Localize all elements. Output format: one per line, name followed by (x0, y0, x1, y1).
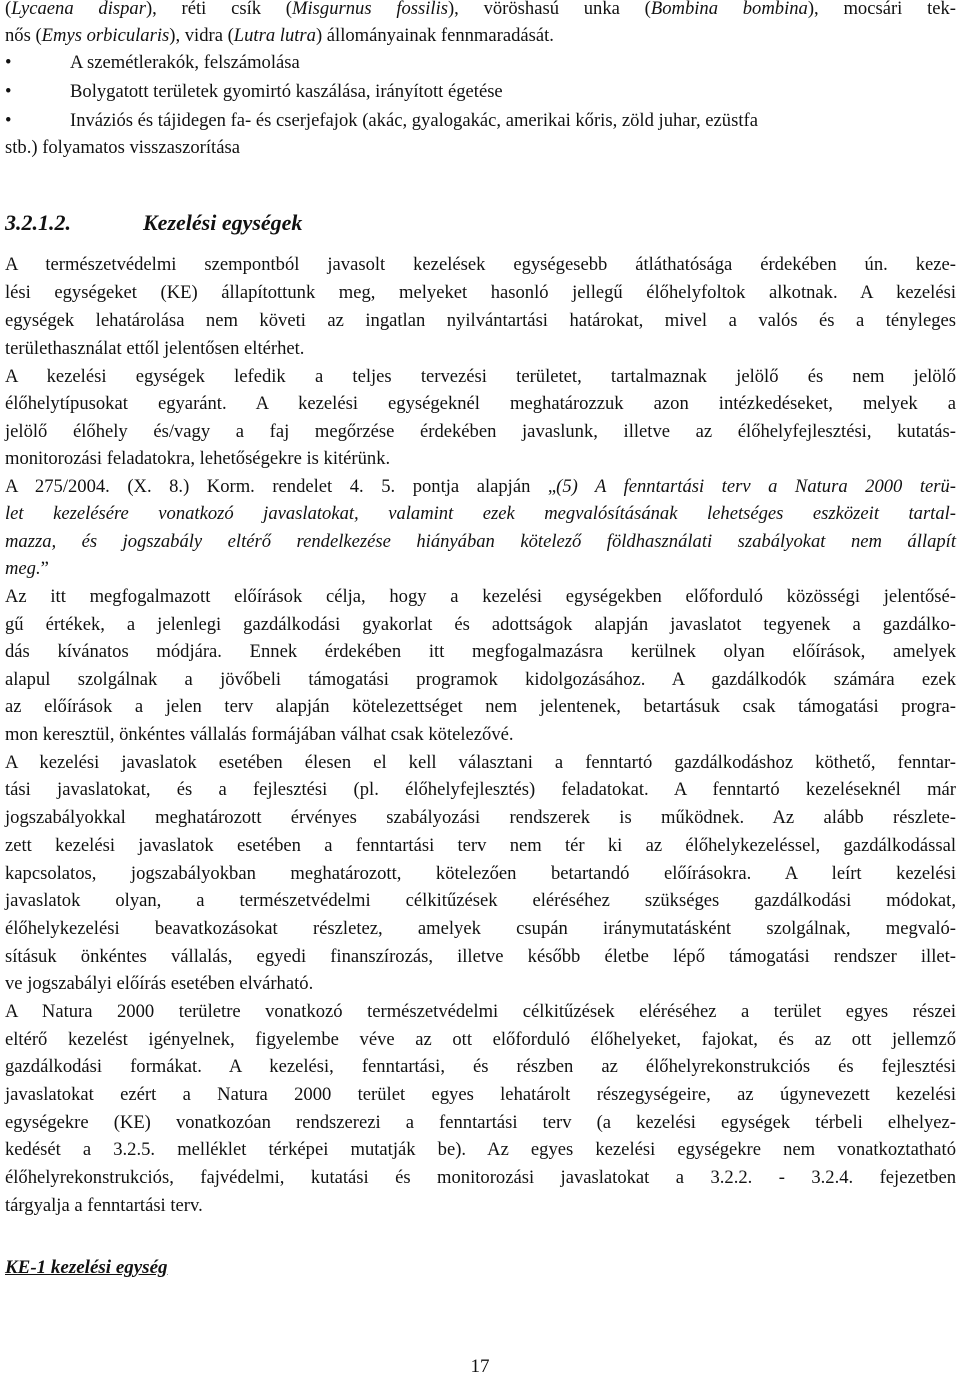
section-heading (5, 208, 302, 238)
bullet-text: Inváziós és tájidegen fa- és cserjefajok (akác, gyalogakác, amerikai kőris, zöld juhar, ezüstfa (70, 110, 758, 131)
body-line: kedését a 3.2.5. melléklet térképei mutatják be). Az egyes kezelési egységekre nem vonatkoztatható (5, 1139, 956, 1160)
body-line: élőhelyrekonstrukciós, fajvédelmi, kutatási és monitorozási javaslatokat a 3.2.2. - 3.2.4. fejezetben (5, 1167, 956, 1188)
body-line: monitorozási feladatokra, lehetőségekre is kitérünk. (5, 448, 391, 469)
body-line: zett kezelési javaslatok esetében a fenntartási terv nem tér ki az élőhelykezeléssel, gazdálkodással (5, 835, 956, 856)
body-line: egységekre (KE) vonatkozóan rendszerezi a fenntartási terv (a kezelési egységek térbeli elhelyez- (5, 1112, 956, 1133)
body-line: kapcsolatos, jogszabályokban meghatározott, kötelezően betartandó előírásokra. A leírt kezelési (5, 863, 956, 884)
body-line: tárgyalja a fenntartási terv. (5, 1195, 203, 1216)
bullet-icon: • (5, 110, 12, 131)
body-line: javaslatok olyan, a természetvédelmi célkitűzések eléréséhez szükséges gazdálkodási módokat, (5, 890, 956, 911)
page-number: 17 (470, 1356, 490, 1377)
bullet-text: Bolygatott területek gyomirtó kaszálása, irányított égetése (70, 81, 503, 102)
body-line: sításuk önkéntes vállalás, egyedi finanszírozás, illetve később életbe lépő támogatási rendszer illet- (5, 946, 956, 967)
body-line: egységek lehatárolása nem követi az ingatlan nyilvántartási határokat, mivel a valós és a tényleges (5, 310, 956, 331)
body-line: élőhelykezelési beavatkozásokat részletez, amelyek csupán iránymutatásként szolgálnak, megvaló- (5, 918, 956, 939)
body-line: tási javaslatokat, és a fejlesztési (pl. élőhelyfejlesztés) feladatokat. A fenntartó kezeléseknél már (5, 779, 956, 800)
body-line: A kezelési egységek lefedik a teljes tervezési területet, tartalmaznak jelölő és nem jelölő (5, 366, 956, 387)
body-line: javaslatokat ezért a Natura 2000 terület egyes lehatárolt részegységeire, az úgynevezett kezelési (5, 1084, 956, 1105)
body-line: let kezelésére vonatkozó javaslatokat, valamint ezek megvalósításának lehetséges eszközeit tartal- (5, 503, 956, 524)
bullet-text: A szemétlerakók, felszámolása (70, 52, 300, 73)
subheading: KE-1 kezelési egység (5, 1257, 168, 1278)
section-title: Kezelési egységek (143, 210, 303, 235)
body-line: lési egységeket (KE) állapítottunk meg, melyeket hasonló jellegű élőhelyfoltok alkotnak. A kezelési (5, 282, 956, 303)
body-line: élőhelytípusokat egyaránt. A kezelési egységeknél meghatározzuk azon intézkedéseket, melyek a (5, 393, 956, 414)
bullet-continuation: stb.) folyamatos visszaszorítása (5, 137, 240, 158)
body-line: A Natura 2000 területre vonatkozó természetvédelmi célkitűzések eléréséhez a terület egyes részei (5, 1001, 956, 1022)
body-line: az előírások a jelen terv alapján kötelezettséget nem jelentenek, betartásuk csak támogatási progra- (5, 696, 956, 717)
body-line: ve jogszabályi előírás esetében elvárható. (5, 973, 314, 994)
body-line: A kezelési javaslatok esetében élesen el kell választani a fenntartó gazdálkodáshoz köthető, fenntar- (5, 752, 956, 773)
body-line: gazdálkodási formákat. A kezelési, fenntartási, és részben az élőhelyrekonstrukciós és fejlesztési (5, 1056, 956, 1077)
body-line: Az itt megfogalmazott előírások célja, hogy a kezelési egységekben előforduló közösségi jelentősé- (5, 586, 956, 607)
body-line: alapul szolgálnak a jövőbeli támogatási programok kidolgozásához. A gazdálkodók számára ezek (5, 669, 956, 690)
body-line: mon keresztül, önkéntes vállalás formájában válhat csak kötelezővé. (5, 724, 514, 745)
body-line: A természetvédelmi szempontból javasolt kezelések egységesebb átláthatósága érdekében ún. keze- (5, 254, 956, 275)
body-line: meg.” (5, 558, 49, 579)
body-line: mazza, és jogszabály eltérő rendelkezése hiányában kötelező földhasználati szabályokat nem állapít (5, 531, 956, 552)
body-line: A 275/2004. (X. 8.) Korm. rendelet 4. 5. pontja alapján „(5) A fenntartási terv a Natura 2000 terü- (5, 476, 956, 497)
intro-line-2: nős (Emys orbicularis), vidra (Lutra lutra) állományainak fennmaradását. (5, 25, 554, 46)
body-line: gű értékek, a jelenlegi gazdálkodási gyakorlat és adottságok alapján javaslatot tegyenek a gazdálko- (5, 614, 956, 635)
bullet-icon: • (5, 52, 12, 73)
body-line: területhasználat ettől jelentősen eltérhet. (5, 338, 305, 359)
bullet-icon: • (5, 81, 12, 102)
body-line: eltérő kezelést igényelnek, figyelembe véve az ott előforduló élőhelyeket, fajokat, és az ott jellemző (5, 1029, 956, 1050)
intro-line-1: (Lycaena dispar), réti csík (Misgurnus fossilis), vöröshasú unka (Bombina bombina), mocsári tek- (5, 0, 956, 19)
body-line: jelölő élőhely és/vagy a faj megőrzése érdekében javaslunk, illetve az élőhelyfejlesztési, kutatás- (5, 421, 956, 442)
section-number: 3.2.1.2. (5, 210, 71, 235)
body-line: dás kívánatos módjára. Ennek érdekében itt megfogalmazásra kerülnek olyan előírások, amelyek (5, 641, 956, 662)
body-line: jogszabályokkal meghatározott érvényes szabályozási rendszerek is működnek. Az alább részlete- (5, 807, 956, 828)
